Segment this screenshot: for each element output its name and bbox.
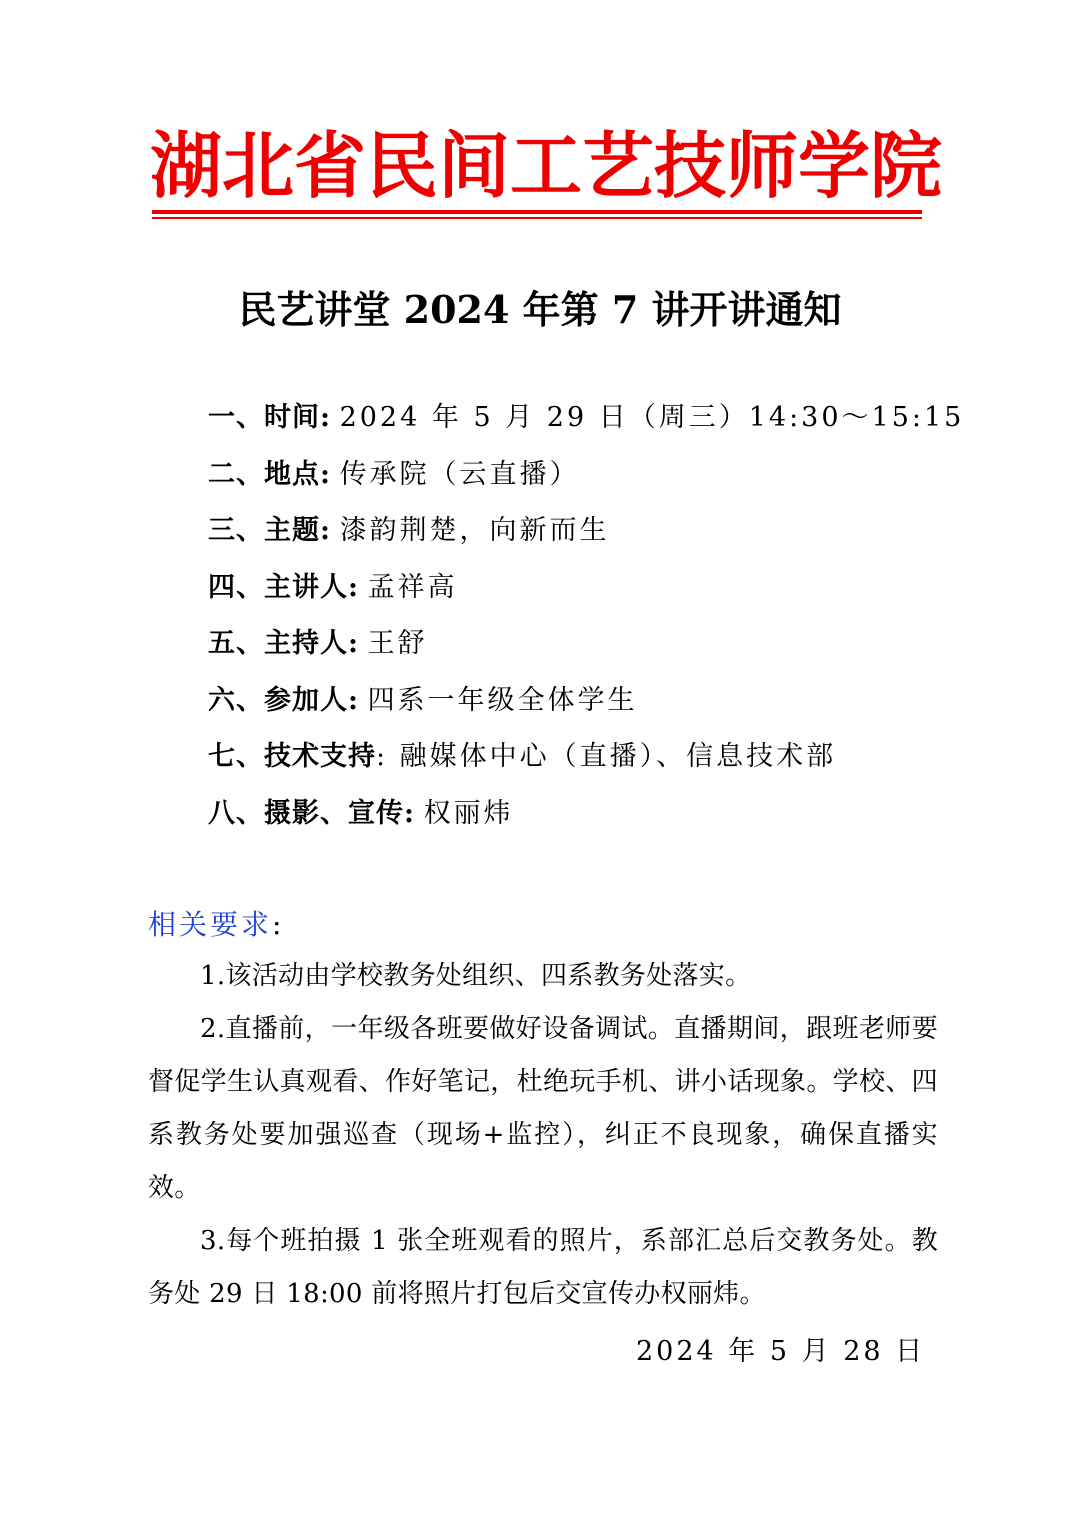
detail-value: 权丽炜: [423, 797, 514, 829]
detail-value: 王舒: [367, 628, 428, 659]
detail-participants: [208, 673, 1008, 730]
requirement-item: 2.直播前，一年级各班要做好设备调试。直播期间，跟班老师要督促学生认真观看、作好笔记，杜绝玩手机、讲小话现象。学校、四系教务处要加强巡查（现场+监控），纠正不良现象，确保直播实效。: [148, 1014, 938, 1203]
requirements-list: [148, 950, 938, 1321]
detail-label: 四、主讲人:: [208, 571, 359, 603]
detail-value: 四系一年级全体学生: [367, 684, 638, 716]
detail-location: [208, 447, 1008, 504]
detail-value: 孟祥高: [367, 571, 458, 603]
requirement-item: 3.每个班拍摄 1 张全班观看的照片，系部汇总后交教务处。教务处 29 日 18:00 前将照片打包后交宣传办权丽炜。: [148, 1226, 938, 1309]
letterhead-rule-thin: [152, 217, 922, 219]
detail-label: 三、主题:: [208, 515, 331, 546]
detail-label: 一、时间:: [208, 402, 331, 433]
detail-value: : 融媒体中心（直播）、信息技术部: [376, 741, 837, 772]
detail-label: 六、参加人:: [208, 684, 359, 716]
detail-theme: [208, 503, 1008, 560]
requirements-heading-text: 相关要求: [148, 908, 273, 941]
requirements-heading-colon: :: [272, 908, 282, 941]
detail-value: 传承院（云直播）: [339, 458, 580, 490]
document-title: 民艺讲堂 2024 年第 7 讲开讲通知: [238, 287, 842, 332]
requirements-heading: [148, 898, 281, 952]
detail-label: 二、地点:: [208, 458, 331, 490]
detail-time: [208, 390, 1008, 447]
detail-label: 七、技术支持: [208, 741, 376, 772]
detail-value: 2024 年 5 月 29 日（周三）14:30～15:15: [339, 402, 965, 433]
detail-speaker: [208, 560, 1008, 617]
detail-value: 漆韵荆楚，向新而生: [339, 515, 610, 546]
issue-date: 2024 年 5 月 28 日: [636, 1336, 926, 1367]
letterhead-org-name: 湖北省民间工艺技师学院: [150, 123, 943, 208]
notice-details: [208, 390, 1008, 842]
detail-tech-support: [208, 729, 1008, 786]
detail-host: [208, 616, 1008, 673]
detail-label: 八、摄影、宣传:: [208, 797, 415, 829]
requirement-item: 1.该活动由学校教务处组织、四系教务处落实。: [200, 961, 752, 991]
letterhead-rule-thick: [152, 210, 922, 214]
detail-label: 五、主持人:: [208, 628, 359, 659]
detail-photo-publicity: [208, 786, 1008, 843]
